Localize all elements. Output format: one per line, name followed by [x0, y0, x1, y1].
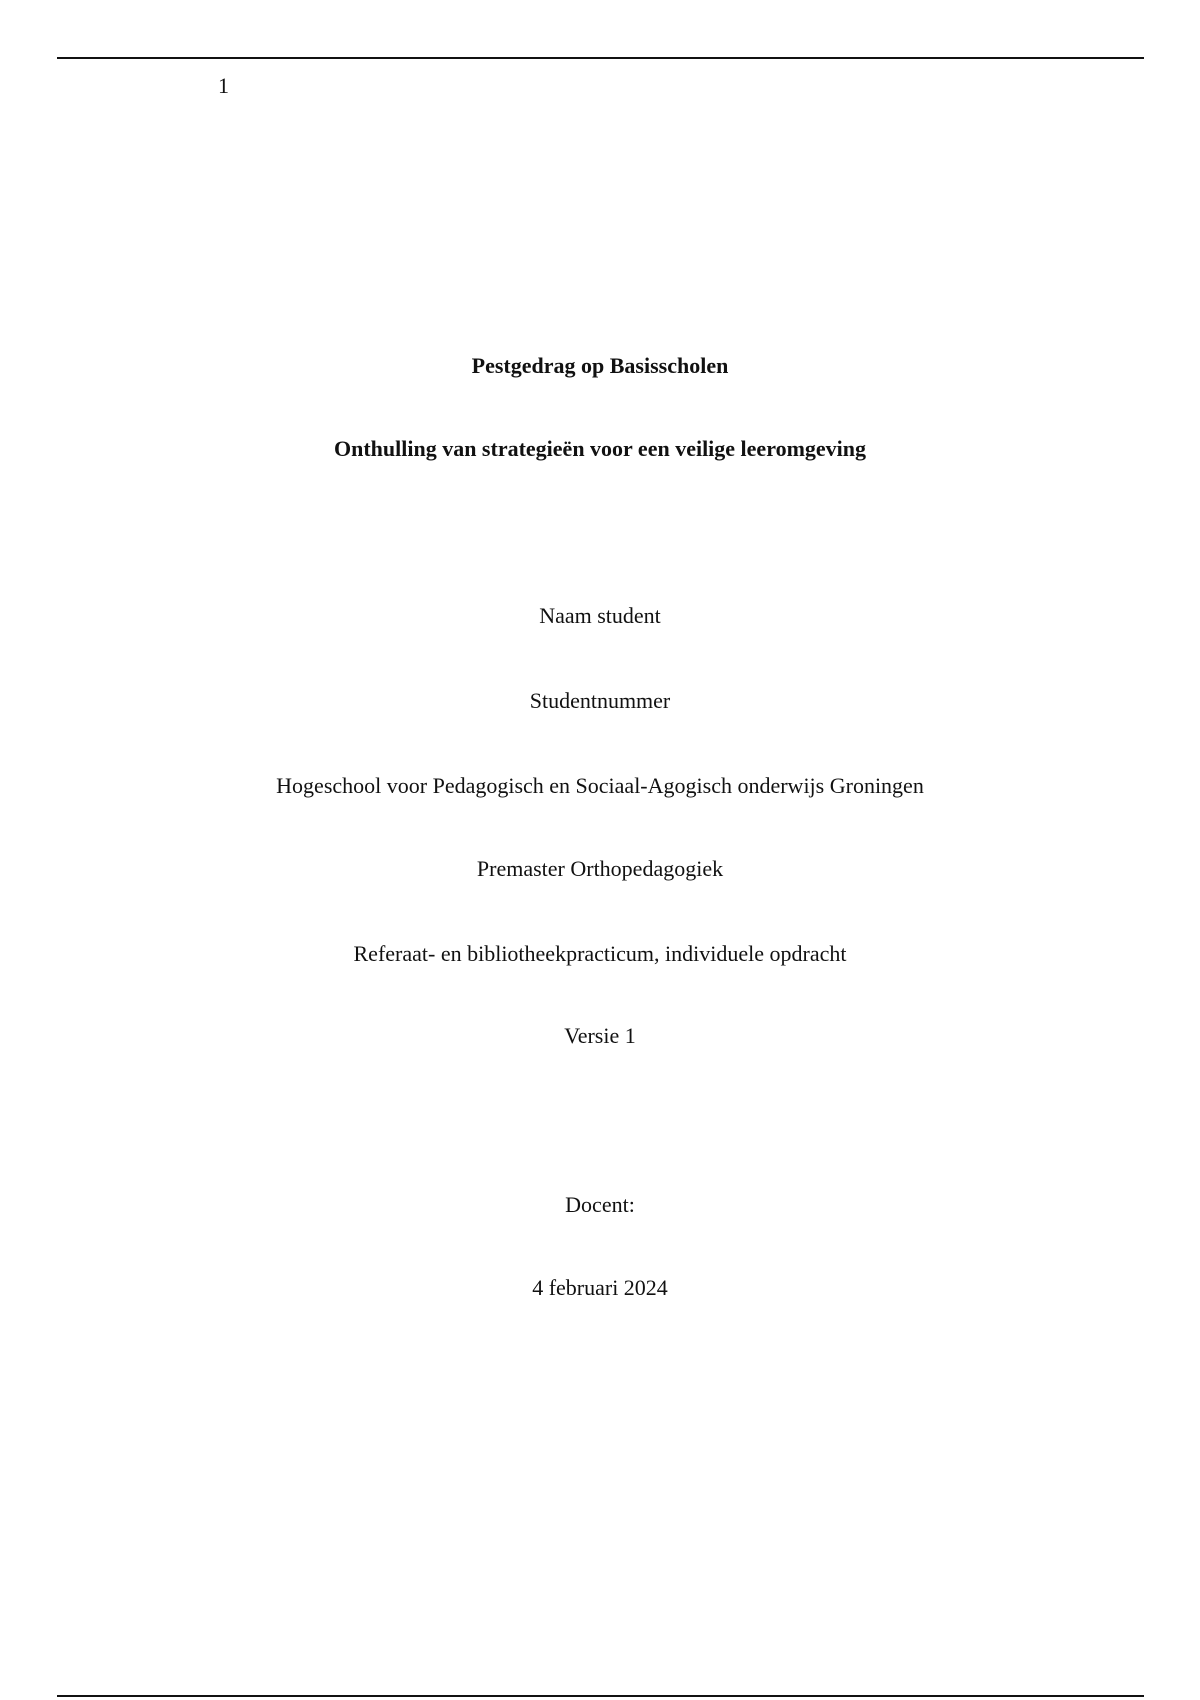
header-rule	[57, 57, 1144, 59]
document-title: Pestgedrag op Basisscholen	[471, 353, 729, 378]
program-name: Premaster Orthopedagogiek	[476, 856, 724, 881]
document-date: 4 februari 2024	[532, 1275, 668, 1300]
page-number: 1	[218, 73, 229, 98]
student-name: Naam student	[539, 603, 661, 628]
document-subtitle: Onthulling van strategieën voor een veilige leeromgeving	[333, 436, 867, 461]
footer-rule	[57, 1695, 1144, 1697]
teacher-label: Docent:	[565, 1192, 635, 1217]
institution-name: Hogeschool voor Pedagogisch en Sociaal-Agogisch onderwijs Groningen	[276, 773, 924, 798]
course-name: Referaat- en bibliotheekpracticum, individuele opdracht	[353, 941, 847, 966]
student-number: Studentnummer	[529, 688, 671, 713]
version-label: Versie 1	[564, 1023, 636, 1048]
